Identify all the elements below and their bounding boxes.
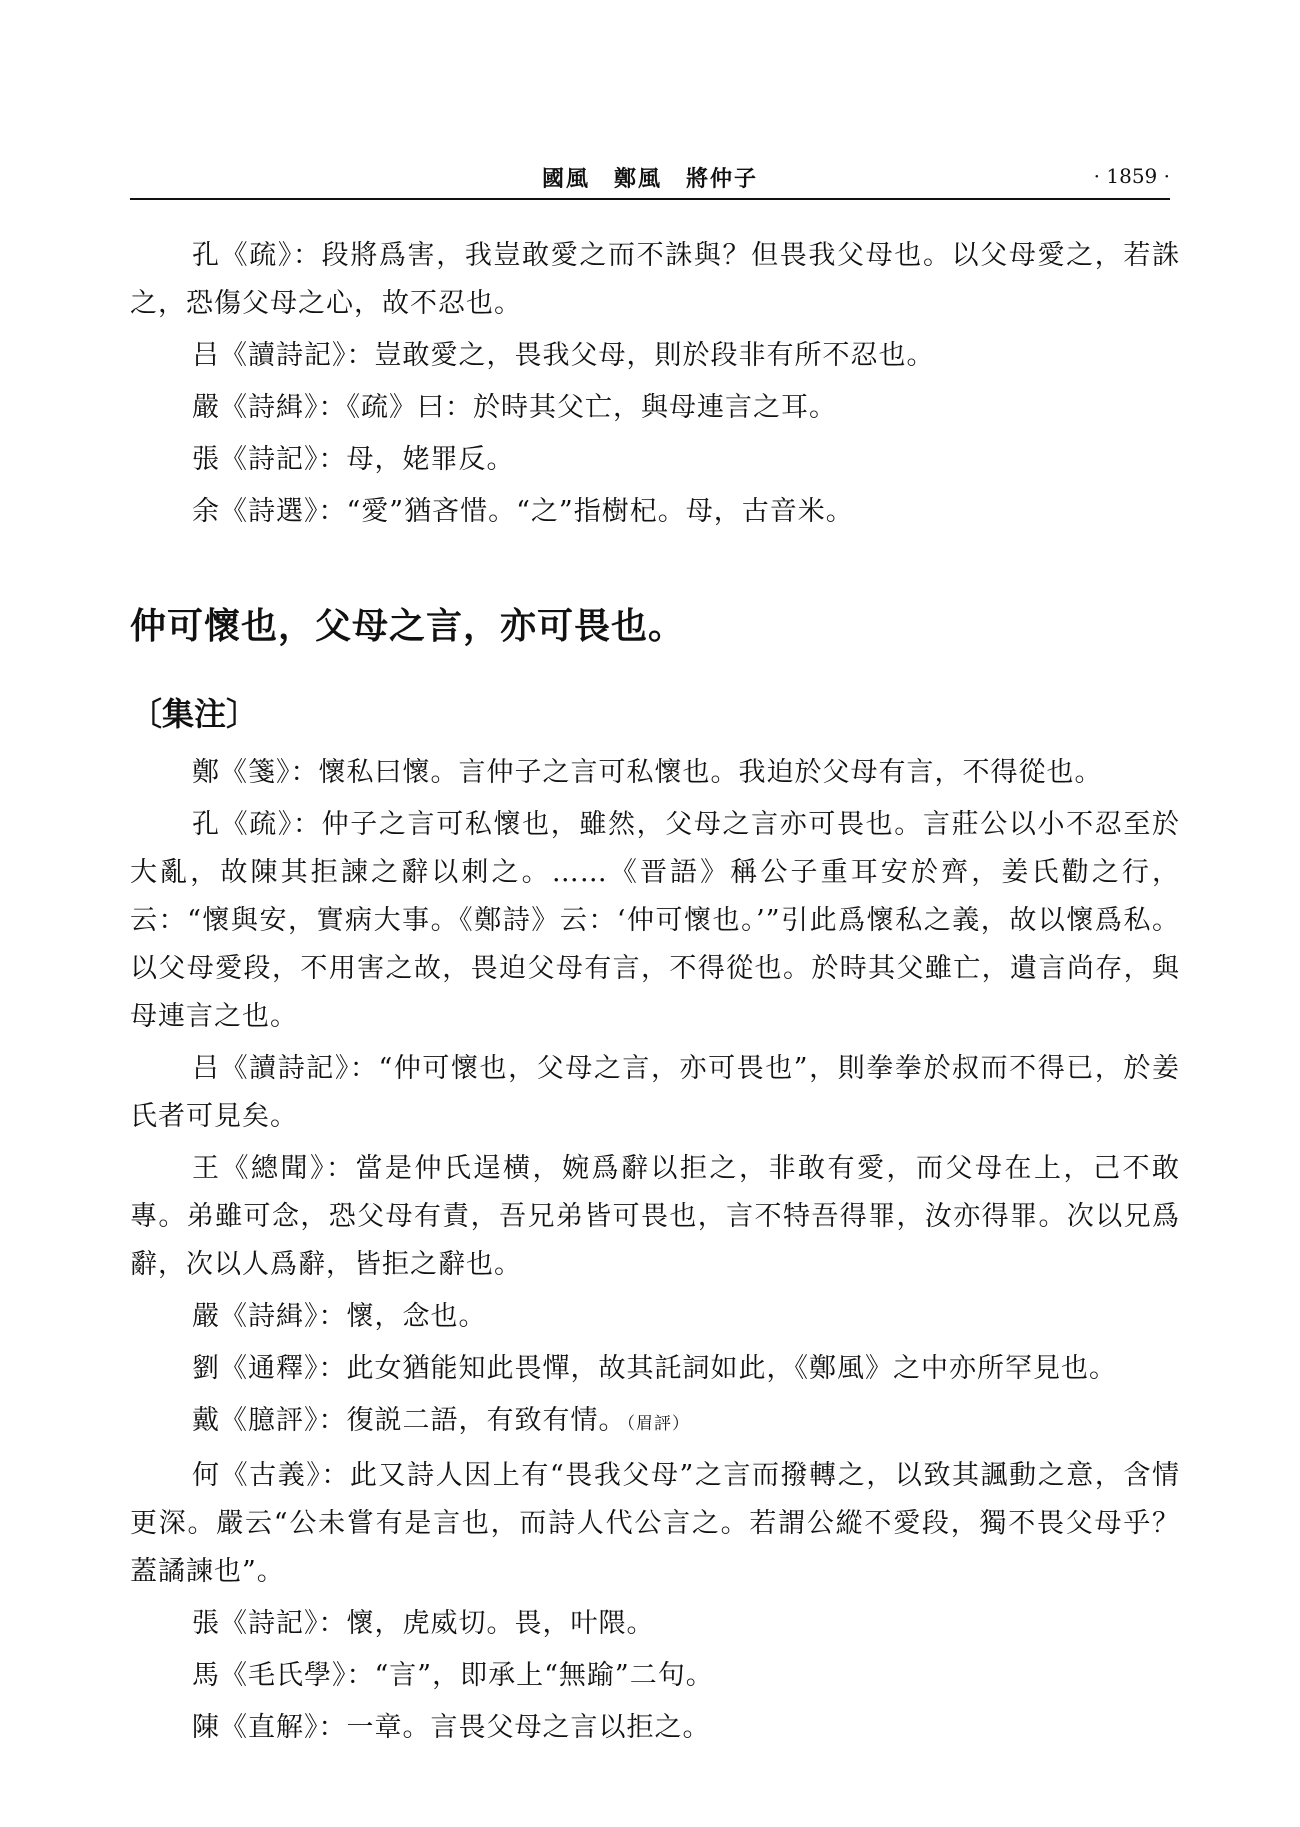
- header-title: 國風 鄭風 將仲子: [541, 166, 758, 192]
- commentary-paragraph: 嚴《詩緝》：懷，念也。: [192, 1301, 487, 1332]
- commentary-paragraph: 王《總聞》：當是仲氏逞横，婉爲辭以拒之，非敢有愛，而父母在上，己不敢專。弟雖可念，恐父母有責，吾兄弟皆可畏也，言不特吾得罪，汝亦得罪。次以兄爲辭，次以人爲辭，皆拒之辭也。: [130, 1153, 1180, 1280]
- commentary-paragraph: 吕《讀詩記》：“仲可懷也，父母之言，亦可畏也”，則拳拳於叔而不得已，於姜氏者可見矣。: [130, 1053, 1180, 1132]
- section-title: 〔集注〕: [130, 695, 259, 733]
- commentary-paragraph: 嚴《詩緝》：《疏》曰：於時其父亡，與母連言之耳。: [192, 392, 837, 423]
- commentary-paragraph: 鄭《箋》：懷私曰懷。言仲子之言可私懷也。我迫於父母有言，不得從也。: [192, 757, 1103, 788]
- header-rule: [130, 198, 1170, 200]
- commentary-paragraph: 馬《毛氏學》：“言”，即承上“無踰”二句。: [192, 1660, 714, 1691]
- commentary-paragraph: 余《詩選》：“愛”猶吝惜。“之”指樹杞。母，古音米。: [192, 496, 854, 527]
- commentary-text: 戴《臆評》：復説二語，有致有情。: [192, 1405, 627, 1436]
- commentary-paragraph-with-mark: [130, 1397, 1180, 1448]
- verse-line: 仲可懷也，父母之言，亦可畏也。: [130, 605, 686, 647]
- running-header: [130, 158, 1170, 198]
- commentary-paragraph: 孔《疏》：段將爲害，我豈敢愛之而不誅與？但畏我父母也。以父母愛之，若誅之，恐傷父母之心，故不忍也。: [130, 240, 1180, 319]
- commentary-paragraph: 劉《通釋》：此女猶能知此畏憚，故其託詞如此，《鄭風》之中亦所罕見也。: [192, 1353, 1117, 1384]
- commentary-paragraph: 張《詩記》：母，姥罪反。: [192, 444, 515, 475]
- annotation-mark: （眉評）: [626, 1414, 690, 1434]
- commentary-paragraph: 孔《疏》：仲子之言可私懷也，雖然，父母之言亦可畏也。言莊公以小不忍至於大亂，故陳其拒諫之辭以刺之。……《晋語》稱公子重耳安於齊，姜氏勸之行，云：“懷與安，實病大事。《鄭詩》云：‘仲可懷也。’”引此爲懷私之義，故以懷爲私。以父母愛段，不用害之故，畏迫父母有言，不得從也。於時其父雖亡，遺言尚存，與母連言之也。: [130, 809, 1180, 1032]
- main-text: [130, 232, 1180, 1756]
- page-number: · 1859 ·: [1093, 164, 1170, 188]
- commentary-paragraph: 張《詩記》：懷，虎威切。畏，叶隈。: [192, 1608, 655, 1639]
- commentary-paragraph: 何《古義》：此又詩人因上有“畏我父母”之言而撥轉之，以致其諷動之意，含情更深。嚴云“公未嘗有是言也，而詩人代公言之。若謂公縱不愛段，獨不畏父母乎？蓋譎諫也”。: [130, 1460, 1180, 1587]
- commentary-paragraph: 陳《直解》：一章。言畏父母之言以拒之。: [192, 1712, 711, 1743]
- commentary-paragraph: 吕《讀詩記》：豈敢愛之，畏我父母，則於段非有所不忍也。: [192, 340, 935, 371]
